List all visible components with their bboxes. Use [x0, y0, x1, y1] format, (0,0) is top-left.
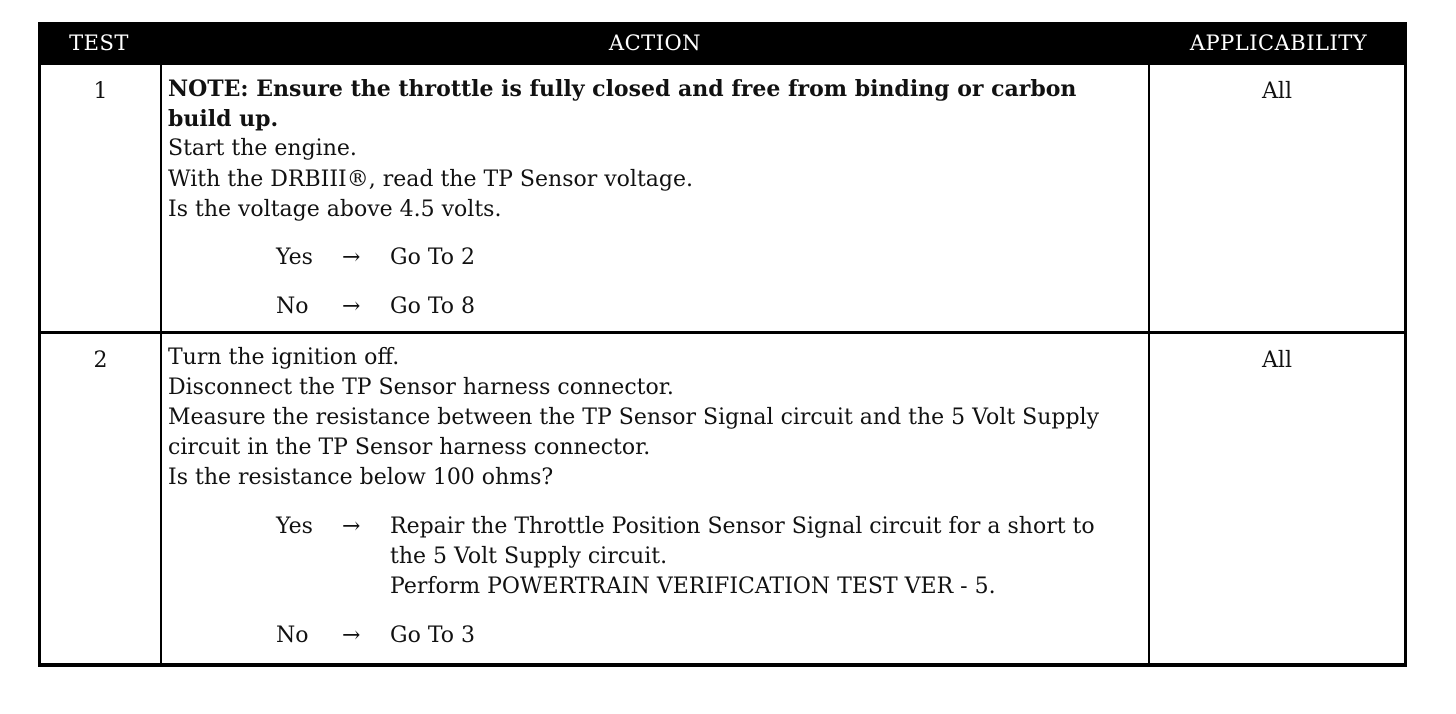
response-action: Repair the Throttle Position Sensor Signal circuit for a short to	[390, 514, 1095, 539]
row-2-action	[162, 334, 1148, 663]
row-1-step: Is the voltage above 4.5 volts.	[168, 197, 502, 222]
response-action: Perform POWERTRAIN VERIFICATION TEST VER - 5.	[390, 574, 996, 599]
row-1-response-no	[276, 292, 1136, 322]
arrow-right-icon: →	[342, 514, 361, 539]
response-label: No	[276, 623, 309, 648]
response-label: Yes	[276, 245, 313, 270]
header-action: ACTION	[608, 31, 702, 55]
row-1-step: Start the engine.	[168, 136, 357, 161]
row-2-step: circuit in the TP Sensor harness connector.	[168, 435, 651, 460]
header-applicability: APPLICABILITY	[1189, 31, 1368, 55]
table-header	[38, 22, 1407, 62]
response-label: No	[276, 294, 309, 319]
response-action: the 5 Volt Supply circuit.	[390, 544, 668, 569]
row-2-response-no	[276, 621, 1136, 651]
row-2-response-yes	[276, 512, 1136, 602]
response-label: Yes	[276, 514, 313, 539]
row-2-step: Turn the ignition off.	[168, 345, 400, 370]
row-1-note: NOTE: Ensure the throttle is fully closed and free from binding or carbon	[168, 76, 1077, 102]
row-1-step: With the DRBIII®, read the TP Sensor voltage.	[168, 167, 694, 192]
row-2-step: Is the resistance below 100 ohms?	[168, 465, 554, 490]
response-action: Go To 8	[390, 294, 476, 319]
row-1-applicability: All	[1150, 65, 1404, 331]
diagnostic-table	[38, 22, 1407, 667]
arrow-right-icon: →	[342, 245, 361, 270]
row-1-note-cont: build up.	[168, 106, 279, 132]
row-1-test-number: 1	[41, 65, 160, 331]
row-2-step: Measure the resistance between the TP Sensor Signal circuit and the 5 Volt Supply	[168, 405, 1100, 430]
row-1-response-yes	[276, 243, 1136, 273]
response-action: Go To 2	[390, 245, 476, 270]
response-action: Go To 3	[390, 623, 476, 648]
arrow-right-icon: →	[342, 294, 361, 319]
row-2-applicability: All	[1150, 334, 1404, 663]
row-2-step: Disconnect the TP Sensor harness connector.	[168, 375, 674, 400]
row-2-test-number: 2	[41, 334, 160, 663]
row-1-action	[162, 65, 1148, 331]
header-test: TEST	[69, 31, 129, 55]
arrow-right-icon: →	[342, 623, 361, 648]
